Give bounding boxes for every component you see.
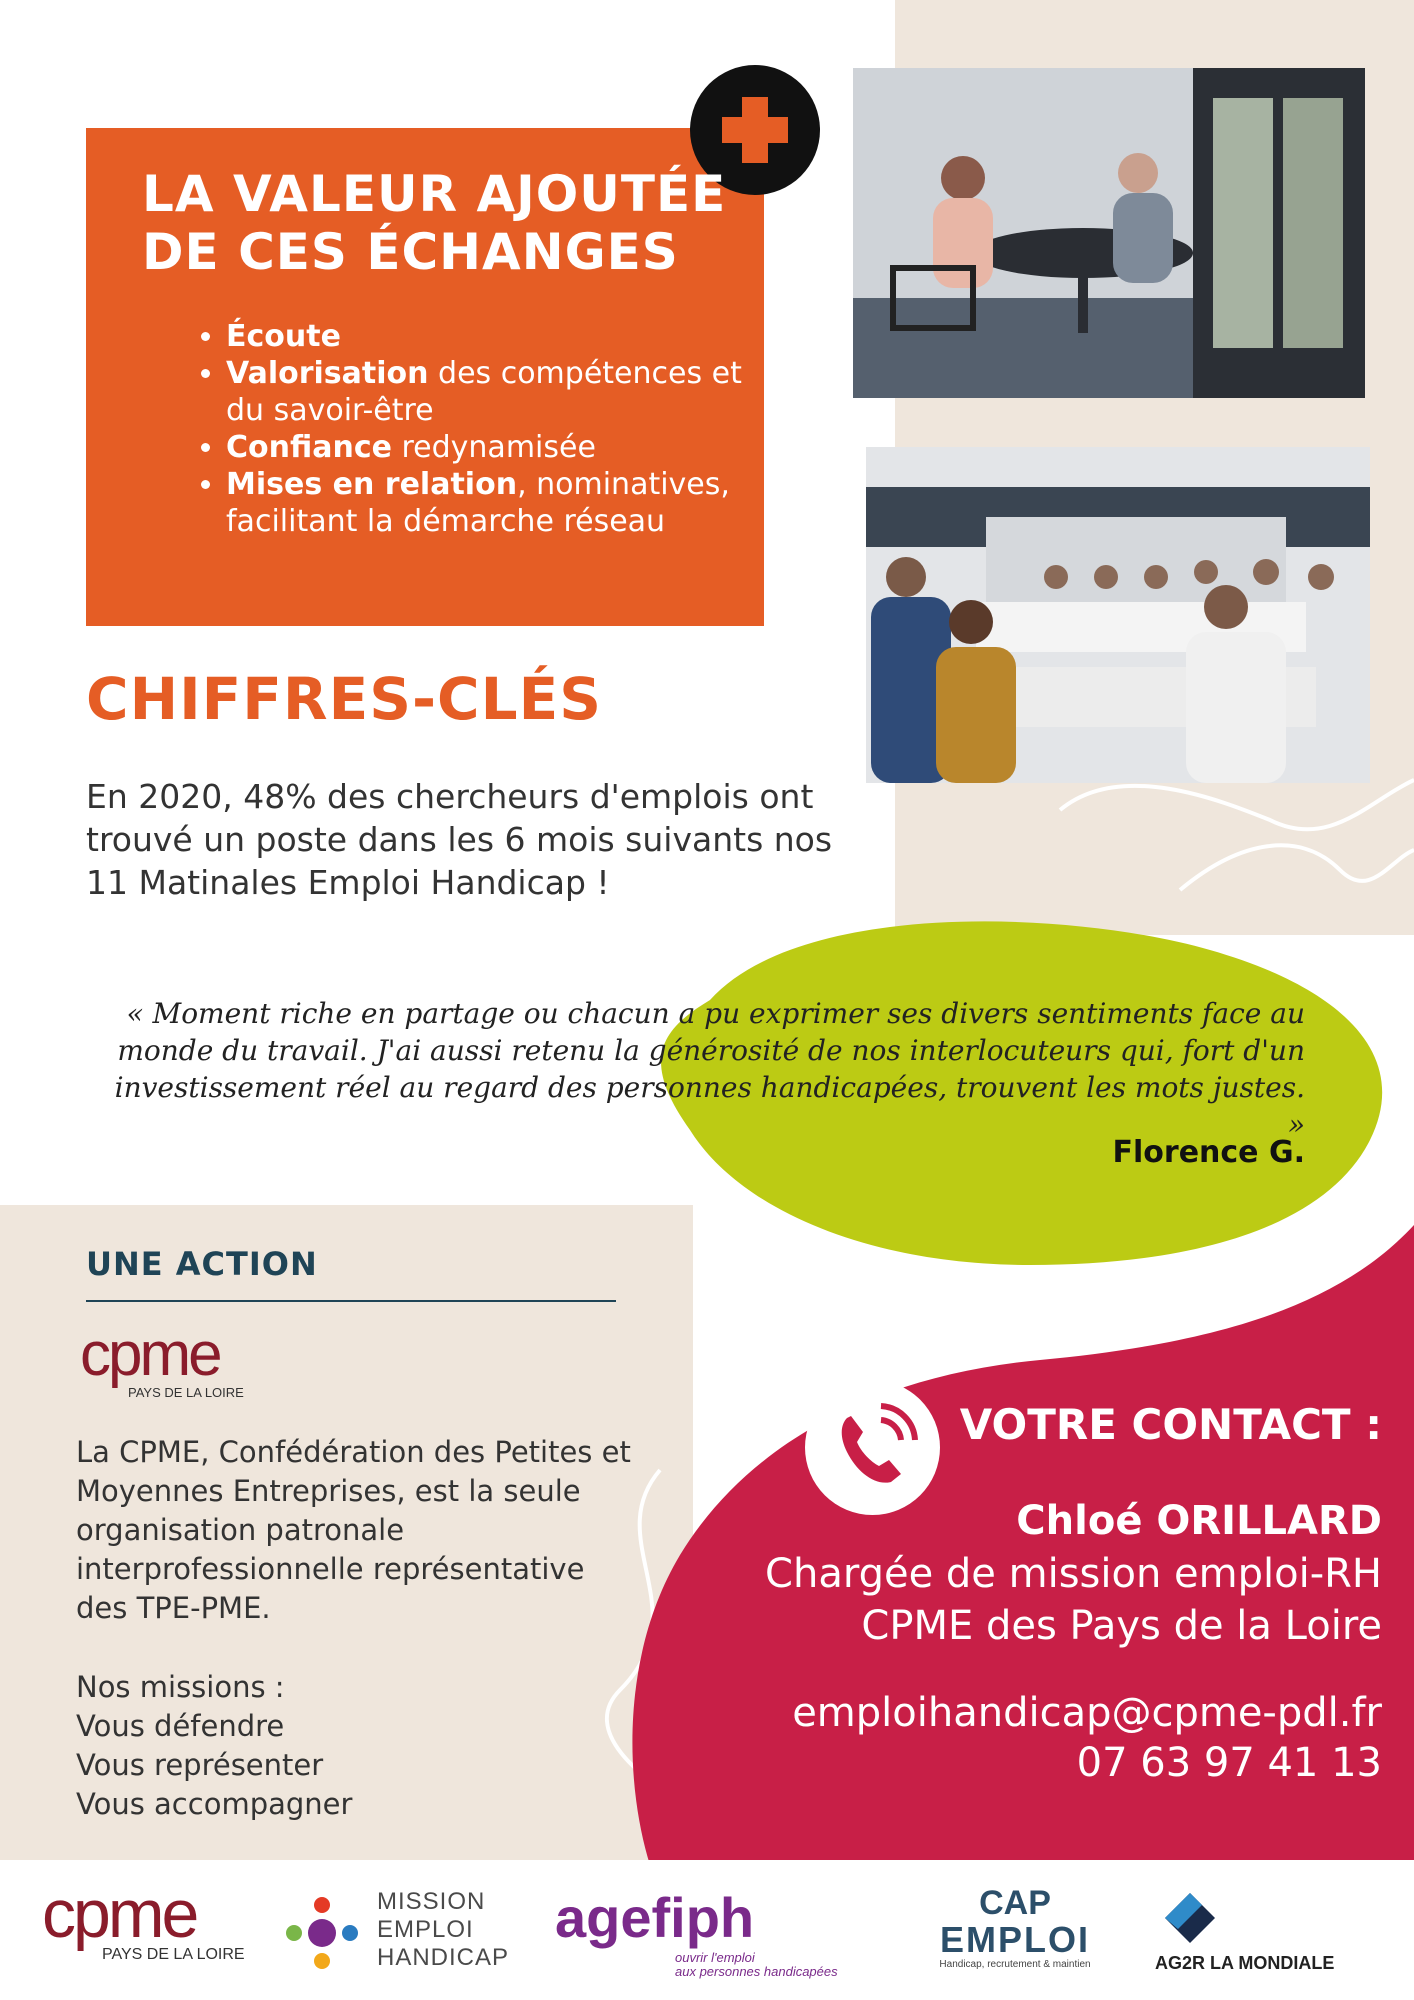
contact-email[interactable]: emploihandicap@cpme-pdl.fr: [792, 1690, 1382, 1736]
agefiph-tag: [675, 1951, 838, 1979]
action-description: La CPME, Confédération des Petites et Moyennes Entreprises, est la seule organisation patronale interprofessionnelle représentative des TPE-PME.: [76, 1435, 631, 1625]
mission-item: Vous accompagner: [76, 1787, 353, 1821]
list-item: [226, 318, 786, 355]
list-item-rest: , nominatives, facilitant la démarche réseau: [226, 467, 730, 539]
list-item-bold: Mises en relation: [226, 467, 518, 502]
footer-meh-logo: [282, 1888, 532, 1978]
mission-item: Vous représenter: [76, 1748, 324, 1782]
footer-cpme-sub: PAYS DE LA LOIRE: [102, 1946, 245, 1963]
capemploi-line2: EMPLOI: [939, 1919, 1090, 1960]
testimonial-author: Florence G.: [1112, 1135, 1305, 1170]
contact-role-line1: Chargée de mission emploi-RH: [765, 1551, 1382, 1597]
contact-role-line2: CPME des Pays de la Loire: [861, 1603, 1382, 1649]
meh-people-icon: [282, 1893, 362, 1973]
cpme-logo-subtitle: PAYS DE LA LOIRE: [128, 1385, 244, 1400]
action-title: UNE ACTION: [86, 1245, 318, 1283]
key-figures-title: CHIFFRES-CLÉS: [86, 665, 602, 733]
cpme-logo-text: cpme: [80, 1320, 220, 1389]
footer-capemploi-logo: [915, 1885, 1115, 1980]
contact-phone[interactable]: 07 63 97 41 13: [1076, 1740, 1382, 1786]
footer-logos: [0, 1860, 1414, 2000]
meh-line1: MISSION: [377, 1888, 486, 1915]
action-divider: [86, 1300, 616, 1302]
meh-text: [377, 1888, 509, 1972]
footer-agefiph-logo: [555, 1885, 875, 1980]
value-title-line2: DE CES ÉCHANGES: [142, 223, 679, 281]
footer-cpme-logo: [42, 1876, 252, 1964]
list-item: [226, 466, 786, 540]
ag2r-emblem-icon: [1160, 1888, 1220, 1948]
contact-name: Chloé ORILLARD: [1016, 1498, 1382, 1544]
mission-item: Vous défendre: [76, 1709, 285, 1743]
list-item: [226, 355, 786, 429]
key-figures-text: En 2020, 48% des chercheurs d'emplois ont trouvé un poste dans les 6 mois suivants nos 11 Matinales Emploi Handicap !: [86, 777, 833, 902]
cpme-logo: [80, 1320, 260, 1400]
agefiph-text: agefiph: [555, 1886, 755, 1949]
footer-ag2r-logo: [1155, 1888, 1375, 1978]
value-list: [186, 318, 786, 540]
footer-cpme-text: cpme: [42, 1876, 197, 1952]
value-title: [142, 165, 742, 281]
missions-title: Nos missions :: [76, 1670, 285, 1704]
capemploi-tag: Handicap, recrutement & maintien: [939, 1959, 1091, 1970]
list-item: [226, 429, 786, 466]
list-item-bold: Écoute: [226, 319, 341, 354]
agefiph-tag2: aux personnes handicapées: [675, 1964, 838, 1979]
missions-block: [76, 1668, 576, 1824]
contact-heading: VOTRE CONTACT :: [959, 1400, 1382, 1449]
photo-meeting-two-people: [853, 68, 1365, 398]
agefiph-tag1: ouvrir l'emploi: [675, 1950, 755, 1965]
list-item-bold: Valorisation: [226, 356, 429, 391]
meh-line2: EMPLOI: [377, 1916, 474, 1943]
list-item-bold: Confiance: [226, 430, 392, 465]
capemploi-line1: CAP: [979, 1884, 1051, 1922]
list-item-rest: des compétences et du savoir-être: [226, 356, 742, 428]
list-item-rest: redynamisée: [391, 430, 596, 465]
value-title-line1: LA VALEUR AJOUTÉE: [142, 165, 727, 223]
ag2r-text: AG2R LA MONDIALE: [1155, 1953, 1335, 1973]
contact-role: [640, 1548, 1382, 1652]
meh-line3: HANDICAP: [377, 1944, 510, 1971]
testimonial-quote: « Moment riche en partage ou chacun a pu exprimer ses divers sentiments face au monde du travail. J'ai aussi retenu la générosité de nos interlocuteurs qui, fort d'un investissement réel au regard des personnes handicapées, trouvent les mots justes. »: [114, 997, 1305, 1141]
photo-group-meeting: [866, 447, 1370, 783]
